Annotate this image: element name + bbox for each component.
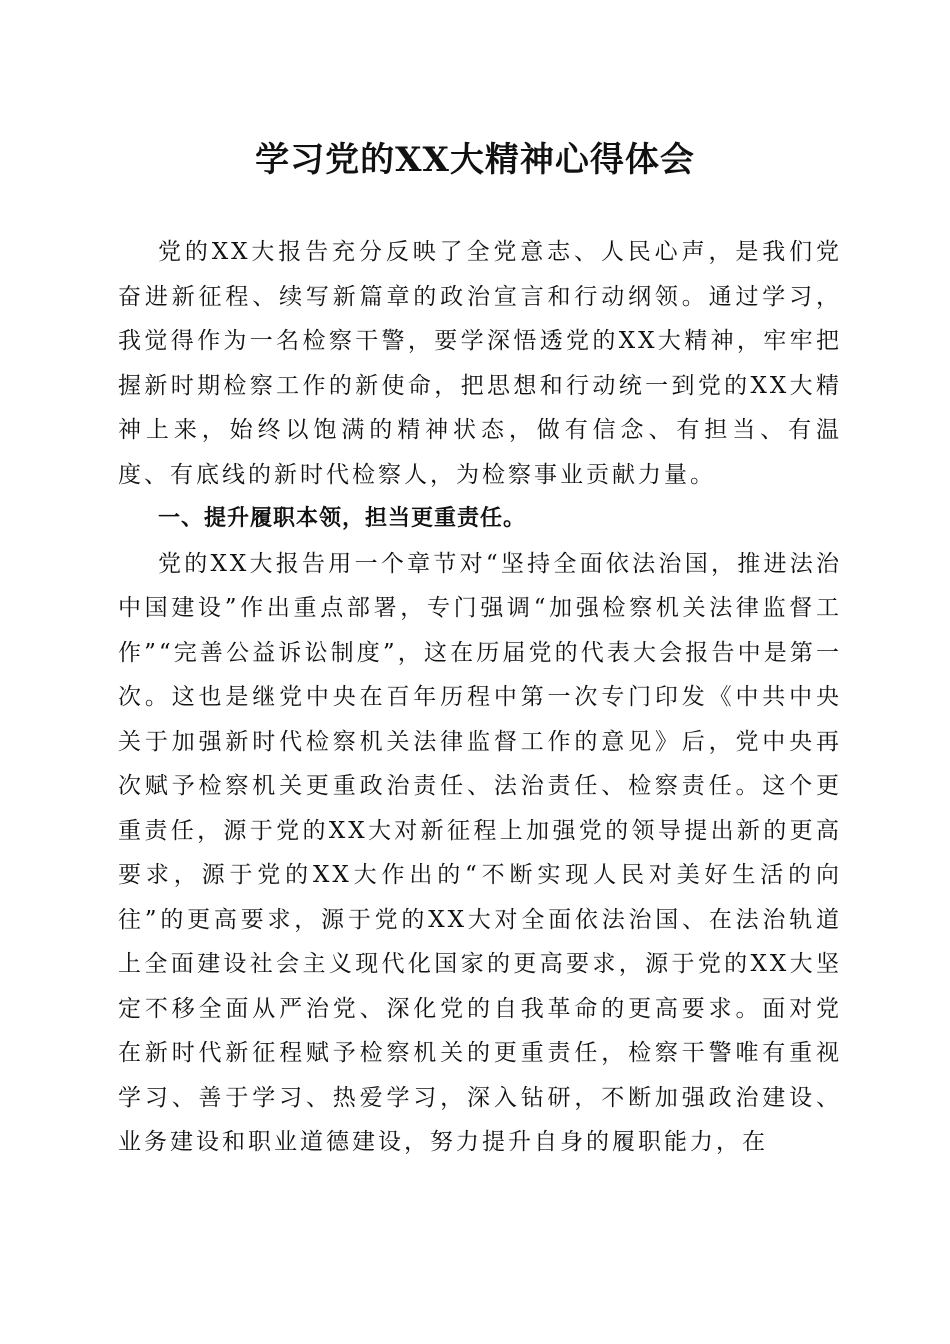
- section-heading: 一、提升履职本领，担当更重责任。: [158, 506, 527, 531]
- document-body: [118, 230, 842, 1165]
- document-title: 学习党的XX大精神心得体会: [255, 140, 695, 180]
- intro-paragraph: 党的XX大报告充分反映了全党意志、人民心声，是我们党奋进新征程、续写新篇章的政治宣言和行动纲领。通过学习，我觉得作为一名检察干警，要学深悟透党的XX大精神，牢牢把握新时期检察工作的新使命，把思想和行动统一到党的XX大精神上来，始终以饱满的精神状态，做有信念、有担当、有温度、有底线的新时代检察人，为检察事业贡献力量。: [118, 239, 842, 488]
- section-paragraph: 党的XX大报告用一个章节对“坚持全面依法治国，推进法治中国建设”作出重点部署，专门强调“加强检察机关法律监督工作”“完善公益诉讼制度”，这在历届党的代表大会报告中是第一次。这也是继党中央在百年历程中第一次专门印发《中共中央关于加强新时代检察机关法律监督工作的意见》后，党中央再次赋予检察机关更重政治责任、法治责任、检察责任。这个更重责任，源于党的XX大对新征程上加强党的领导提出新的更高要求，源于党的XX大作出的“不断实现人民对美好生活的向往”的更高要求，源于党的XX大对全面依法治国、在法治轨道上全面建设社会主义现代化国家的更高要求，源于党的XX大坚定不移全面从严治党、深化党的自我革命的更高要求。面对党在新时代新征程赋予检察机关的更重责任，检察干警唯有重视学习、善于学习、热爱学习，深入钻研，不断加强政治建设、业务建设和职业道德建设，努力提升自身的履职能力，在: [118, 550, 842, 1155]
